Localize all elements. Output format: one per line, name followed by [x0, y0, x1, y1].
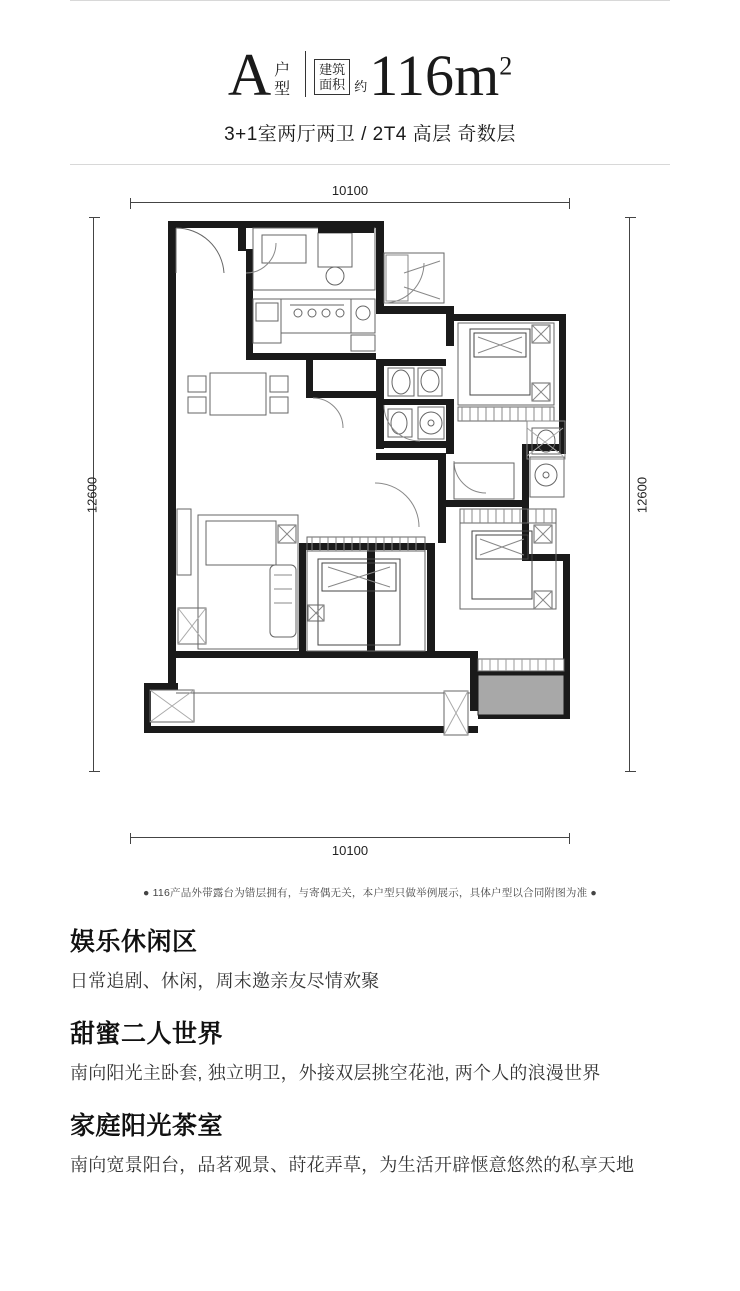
feature-desc: 南向宽景阳台，品茗观景、莳花弄草，为生活开辟惬意悠然的私享天地: [70, 1154, 635, 1175]
area-unit-sup: 2: [499, 51, 513, 81]
header-divider: [70, 164, 670, 165]
feature-title: 家庭阳光茶室: [70, 1111, 224, 1140]
feature-title: 娱乐休闲区: [70, 928, 198, 956]
title-row: [70, 35, 670, 108]
dimension-right: [610, 217, 650, 772]
area-number: 116: [369, 43, 455, 108]
unit-type-label-line1: 户: [274, 62, 292, 79]
dimension-bottom-line: [130, 837, 570, 838]
feature-desc: 南向阳光主卧套, 独立明卫，外接双层挑空花池, 两个人的浪漫世界: [70, 1062, 601, 1083]
unit-type-letter: A: [227, 42, 271, 108]
built-area-label: [314, 59, 350, 95]
dimension-top-label: 10100: [331, 183, 369, 198]
feature-item: [70, 1106, 670, 1180]
area-value: [369, 43, 513, 108]
dimension-left-label: 12600: [84, 476, 100, 513]
dimension-top-line: [130, 202, 570, 203]
features-list: [70, 922, 670, 1180]
dimension-bottom: [130, 831, 570, 857]
built-area-label-line2: 面积: [319, 77, 346, 92]
floorplan-svg-container: [122, 213, 592, 783]
dimension-left: [74, 217, 100, 772]
approx-label: 约: [354, 79, 368, 94]
floorplan-note: ● 116产品外带露台为错层拥有，与寄偶无关，本户型只做举例展示，具体户型以合同附图为准 ●: [143, 887, 597, 899]
built-area-label-line1: 建筑: [319, 62, 346, 77]
unit-subtitle: 3+1室两厅两卫 / 2T4 高层 奇数层: [224, 124, 516, 145]
feature-title: 甜蜜二人世界: [70, 1019, 224, 1048]
dimension-right-line: [629, 217, 630, 772]
header: [0, 1, 740, 146]
feature-item: [70, 922, 670, 996]
fixtures: [150, 227, 565, 735]
title-divider: [305, 51, 306, 97]
dimension-bottom-label: 10100: [331, 843, 369, 858]
area-unit: m: [454, 43, 500, 108]
floorplan-svg: [122, 213, 592, 783]
feature-desc: 日常追剧、休闲，周末邀亲友尽情欢聚: [70, 971, 380, 991]
dimension-right-label: 12600: [634, 476, 650, 513]
unit-type-label: [274, 61, 291, 99]
feature-item: [70, 1014, 670, 1088]
dimension-top: [130, 183, 570, 209]
floorplan-drawing: [70, 183, 670, 883]
unit-type-label-line2: 型: [274, 81, 292, 98]
walls: [144, 221, 570, 733]
